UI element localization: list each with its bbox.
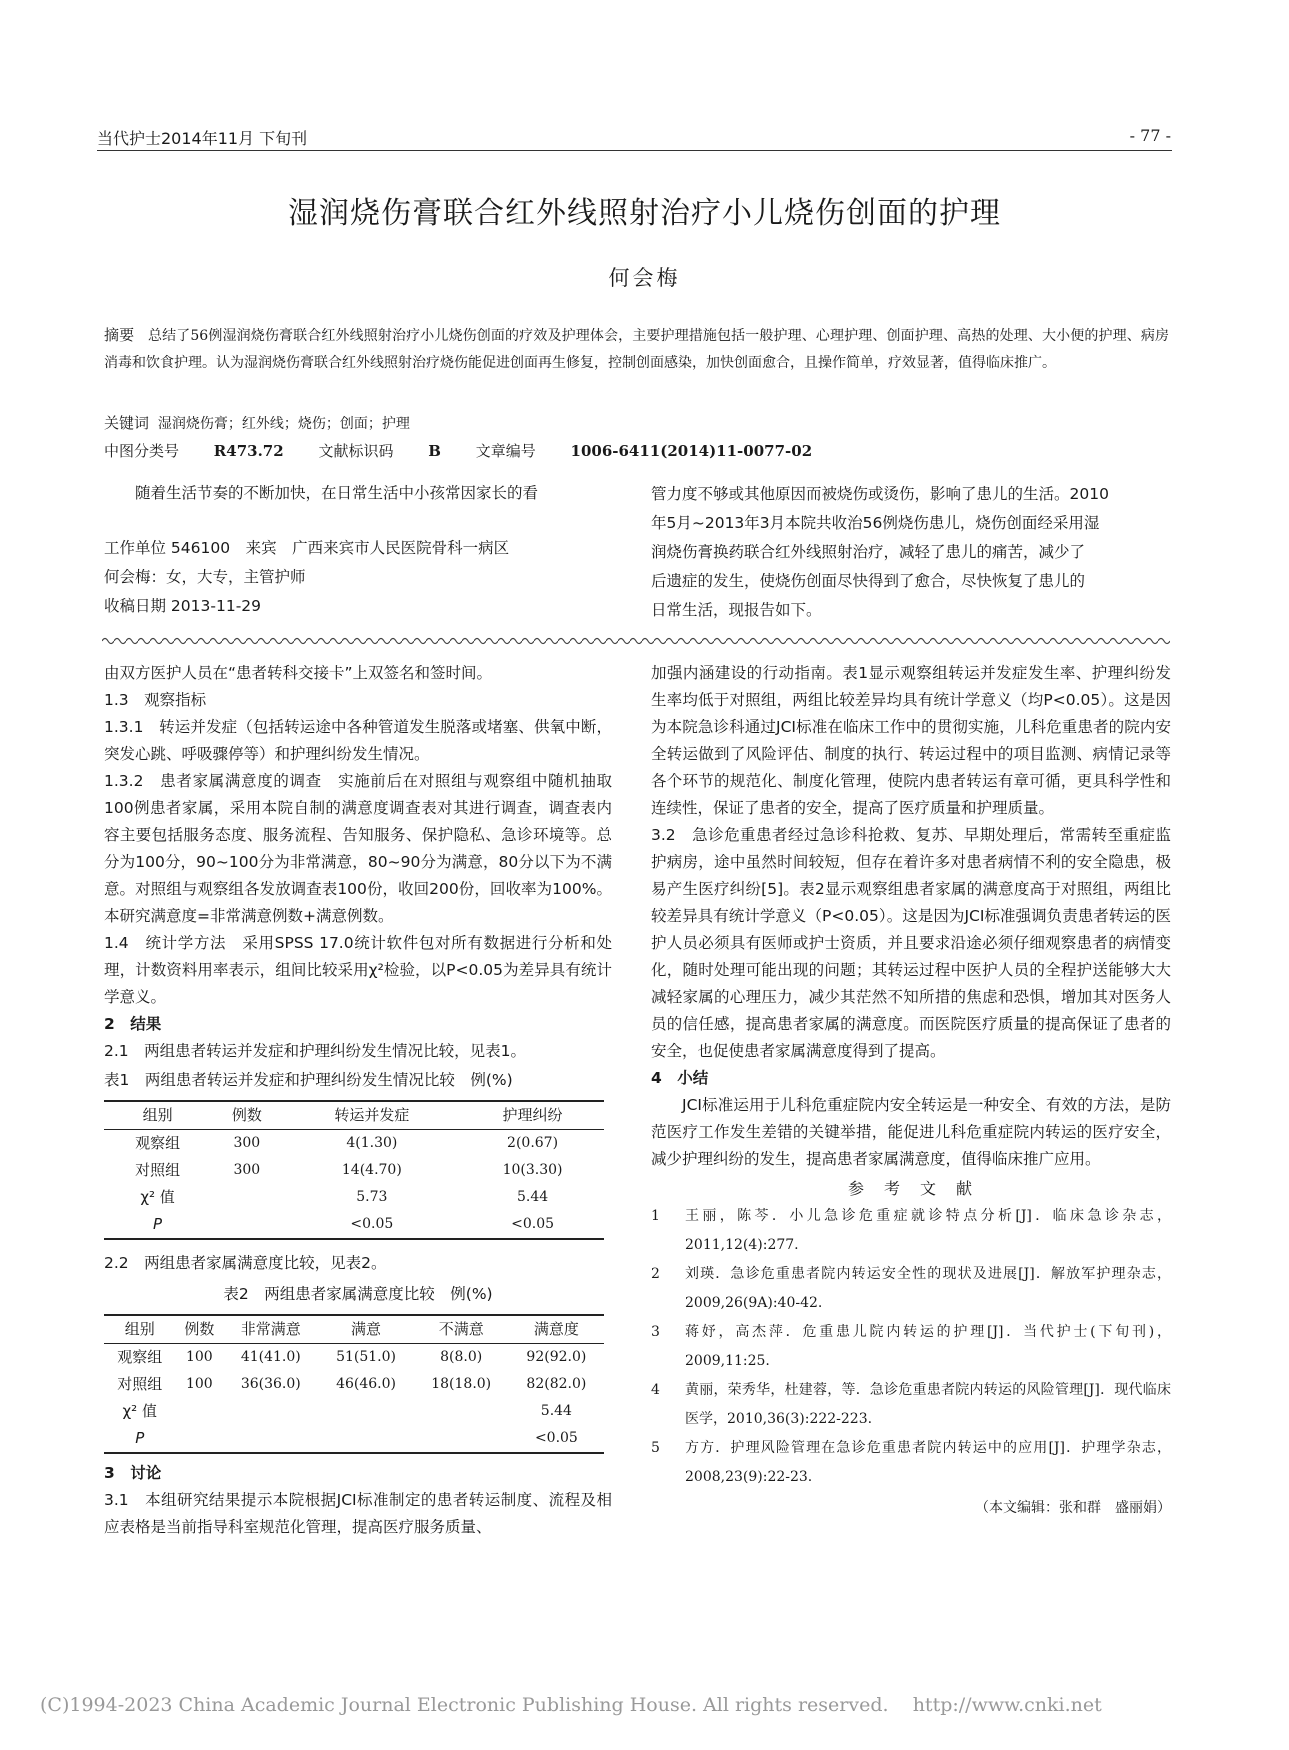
table-cell: 36(36.0)	[240, 1376, 301, 1392]
table-cell: 82(82.0)	[526, 1376, 587, 1392]
abstract-label: 摘要	[104, 326, 135, 344]
table1	[104, 1100, 604, 1240]
table-cell	[175, 1425, 223, 1453]
clc-value: R473.72	[213, 442, 284, 460]
header-rule	[97, 150, 1172, 151]
left-column	[104, 660, 612, 1541]
table2	[104, 1314, 604, 1454]
table-cell: 5.73	[356, 1189, 388, 1205]
table-cell: <0.05	[509, 1425, 604, 1453]
right-column	[651, 660, 1171, 1523]
table-cell: χ² 值	[140, 1188, 175, 1206]
table-header: 组别	[104, 1101, 211, 1130]
table-row	[104, 1157, 604, 1184]
journal-header: 当代护士2014年11月 下旬刊	[97, 129, 308, 148]
reference-text: 方方．护理风险管理在急诊危重患者院内转运中的应用[J]．护理学杂志，2008,23(9):22-23.	[685, 1440, 1171, 1485]
table-header: 组别	[104, 1315, 175, 1344]
table-row	[104, 1344, 604, 1372]
table-cell: 18(18.0)	[431, 1376, 492, 1392]
paragraph: 3.2 急诊危重患者经过急诊科抢救、复苏、早期处理后，常需转至重症监护病房，途中虽然时间较短，但存在着许多对患者病情不利的安全隐患，极易产生医疗纠纷[5]。表2显示观察组患者家属的满意度高于对照组，两组比较差异具有统计学意义（P<0.05）。这是因为JCI标准强调负责患者转运的医护人员必须具有医师或护士资质，并且要求沿途必须仔细观察患者的病情变化，随时处理可能出现的问题；其转运过程中医护人员的全程护送能够大大减轻家属的心理压力，减少其茫然不知所措的焦虑和恐惧，增加其对医务人员的信任感，提高患者家属的满意度。而医院医疗质量的提高保证了患者的安全，也促使患者家属满意度得到了提高。	[651, 826, 1171, 1060]
reference-item	[651, 1260, 1171, 1318]
paragraph: 2.1 两组患者转运并发症和护理纠纷发生情况比较，见表1。	[104, 1042, 527, 1060]
intro-left	[104, 480, 612, 507]
author-info	[104, 534, 612, 621]
intro-paragraph: 随着生活节奏的不断加快，在日常生活中小孩常因家长的看	[135, 484, 539, 502]
wave-divider	[102, 634, 1170, 648]
doc-code	[318, 442, 440, 460]
clc	[104, 442, 284, 460]
table-cell: 5.44	[540, 1403, 572, 1419]
table2-caption: 表2 两组患者家属满意度比较 例(%)	[223, 1285, 493, 1303]
reference-text: 黄丽，荣秀华，杜建蓉，等．急诊危重患者院内转运的风险管理[J]．现代临床医学，2010,36(3):222-223.	[685, 1382, 1171, 1427]
table-cell	[211, 1211, 282, 1239]
table-cell	[414, 1398, 509, 1425]
reference-text: 蒋妤，高杰萍．危重患儿院内转运的护理[J]．当代护士(下旬刊)，2009,11:25.	[685, 1324, 1171, 1369]
table-row	[104, 1211, 604, 1239]
intro-line: 年5月~2013年3月本院共收治56例烧伤患儿，烧伤创面经采用湿	[651, 514, 1100, 532]
table-header: 护理纠纷	[461, 1101, 604, 1130]
section-heading: 3 讨论	[104, 1464, 162, 1482]
reference-text: 王丽，陈芩．小儿急诊危重症就诊特点分析[J]．临床急诊杂志，2011,12(4):277.	[685, 1208, 1171, 1253]
table-header: 满意度	[509, 1315, 604, 1344]
table-cell: 8(8.0)	[440, 1349, 483, 1365]
table-cell: 观察组	[117, 1348, 163, 1366]
table-cell: 5.44	[516, 1189, 549, 1205]
table-row	[104, 1184, 604, 1211]
paragraph: 加强内涵建设的行动指南。表1显示观察组转运并发症发生率、护理纠纷发生率均低于对照组，两组比较差异均具有统计学意义（均P<0.05）。这是因为本院急诊科通过JCI标准在临床工作中的贯彻实施，儿科危重患者的院内安全转运做到了风险评估、制度的执行、转运过程中的项目监测、病情记录等各个环节的规范化、制度化管理，使院内患者转运有章可循，更具科学性和连续性，保证了患者的安全，提高了医疗质量和护理质量。	[651, 664, 1171, 817]
reference-number: 3	[651, 1324, 660, 1340]
reference-item	[651, 1376, 1171, 1434]
table-cell: P	[104, 1425, 175, 1453]
table-cell: χ² 值	[122, 1402, 157, 1420]
table-cell: <0.05	[283, 1211, 462, 1239]
paragraph: 1.4 统计学方法 采用SPSS 17.0统计软件包对所有数据进行分析和处理，计数资料用率表示，组间比较采用χ²检验，以P<0.05为差异具有统计学意义。	[104, 934, 612, 1006]
table-cell: 41(41.0)	[240, 1349, 301, 1365]
intro-line: 日常生活，现报告如下。	[651, 601, 822, 619]
table-cell: 92(92.0)	[526, 1349, 587, 1365]
affiliation-line: 工作单位 546100 来宾 广西来宾市人民医院骨科一病区	[104, 539, 510, 557]
section-heading: 2 结果	[104, 1015, 162, 1033]
doc-code-value: B	[428, 442, 441, 460]
table-header: 例数	[175, 1315, 223, 1344]
table-cell: 2(0.67)	[507, 1135, 559, 1151]
keywords	[104, 412, 410, 433]
article-no-value: 1006-6411(2014)11-0077-02	[570, 442, 813, 460]
intro-line: 润烧伤膏换药联合红外线照射治疗，减轻了患儿的痛苦，减少了	[651, 543, 1086, 561]
abstract	[104, 322, 1169, 377]
page-number: - 77 -	[1129, 126, 1171, 145]
table-cell	[223, 1425, 318, 1453]
paragraph: JCI标准运用于儿科危重症院内安全转运是一种安全、有效的方法，是防范医疗工作发生差错的关键举措，能促进儿科危重症院内转运的医疗安全，减少护理纠纷的发生，提高患者家属满意度，值得临床推广应用。	[651, 1096, 1171, 1168]
table-cell: 10(3.30)	[502, 1162, 563, 1178]
table-cell: 300	[233, 1162, 261, 1178]
table-cell	[318, 1398, 413, 1425]
reference-item	[651, 1202, 1171, 1260]
table-cell	[223, 1398, 318, 1425]
reference-number: 5	[651, 1440, 660, 1456]
author-line: 何会梅：女，大专，主管护师	[104, 568, 306, 586]
reference-item	[651, 1434, 1171, 1492]
intro-right	[651, 480, 1171, 625]
reference-text: 刘瑛．急诊危重患者院内转运安全性的现状及进展[J]．解放军护理杂志，2009,26(9A):40-42.	[685, 1266, 1171, 1311]
table-header: 例数	[211, 1101, 282, 1130]
paragraph: 1.3.1 转运并发症（包括转运途中各种管道发生脱落或堵塞、供氧中断，突发心跳、呼吸骤停等）和护理纠纷发生情况。	[104, 718, 612, 763]
table-header: 非常满意	[223, 1315, 318, 1344]
table-row	[104, 1130, 604, 1158]
references-title: 参 考 文 献	[847, 1179, 974, 1198]
reference-number: 2	[651, 1266, 660, 1282]
section-heading: 4 小结	[651, 1069, 709, 1087]
table-row	[104, 1371, 604, 1398]
article-no-label: 文章编号	[475, 442, 536, 460]
paragraph: 3.1 本组研究结果提示本院根据JCI标准制定的患者转运制度、流程及相应表格是当前指导科室规范化管理，提高医疗服务质量、	[104, 1491, 612, 1536]
table-cell	[175, 1398, 223, 1425]
table-cell: 100	[185, 1349, 213, 1365]
table-cell: 100	[185, 1376, 213, 1392]
paragraph: 2.2 两组患者家属满意度比较，见表2。	[104, 1254, 387, 1272]
table-cell: 14(4.70)	[341, 1162, 402, 1178]
clc-label: 中图分类号	[104, 442, 180, 460]
table-cell	[211, 1184, 282, 1211]
table-cell: P	[104, 1211, 211, 1239]
copyright-footer: (C)1994-2023 China Academic Journal Electronic Publishing House. All rights reserved. http://www.cnki.net	[40, 1694, 1102, 1716]
intro-line: 后遗症的发生，使烧伤创面尽快得到了愈合，尽快恢复了患儿的	[651, 572, 1086, 590]
table-cell: 46(46.0)	[336, 1376, 396, 1392]
editor-note: （本文编辑：张和群 盛丽娟）	[975, 1500, 1171, 1516]
table-cell: 观察组	[135, 1134, 181, 1152]
classification-line	[104, 440, 842, 461]
article-number	[476, 442, 812, 460]
table-header: 转运并发症	[283, 1101, 462, 1130]
table-row	[104, 1398, 604, 1425]
table-header: 不满意	[414, 1315, 509, 1344]
table1-caption: 表1 两组患者转运并发症和护理纠纷发生情况比较 例(%)	[104, 1071, 513, 1089]
article-author: 何会梅	[608, 266, 681, 290]
keywords-label: 关键词	[104, 414, 150, 432]
reference-number: 4	[651, 1382, 660, 1398]
table-cell: 对照组	[135, 1161, 181, 1179]
section-heading: 1.3 观察指标	[104, 691, 207, 709]
article-title: 湿润烧伤膏联合红外线照射治疗小儿烧伤创面的护理	[288, 196, 1001, 231]
received-date: 收稿日期 2013-11-29	[104, 597, 262, 615]
doc-code-label: 文献标识码	[318, 442, 394, 460]
table-cell	[414, 1425, 509, 1453]
table-cell: 4(1.30)	[346, 1135, 398, 1151]
reference-list	[651, 1202, 1171, 1492]
reference-number: 1	[651, 1208, 660, 1224]
table-header: 满意	[318, 1315, 413, 1344]
paragraph: 由双方医护人员在“患者转科交接卡”上双签名和签时间。	[104, 664, 493, 682]
paragraph: 1.3.2 患者家属满意度的调查 实施前后在对照组与观察组中随机抽取100例患者家属，采用本院自制的满意度调查表对其进行调查，调查表内容主要包括服务态度、服务流程、告知服务、保护隐私、急诊环境等。总分为100分，90~100分为非常满意，80~90分为满意，80分以下为不满意。对照组与观察组各发放调查表100份，收回200份，回收率为100%。本研究满意度=非常满意例数+满意例数。	[104, 772, 612, 925]
table-cell: 51(51.0)	[336, 1349, 396, 1365]
table-cell: <0.05	[461, 1211, 604, 1239]
keywords-text: 湿润烧伤膏；红外线；烧伤；创面；护理	[157, 416, 410, 432]
abstract-text: 总结了56例湿润烧伤膏联合红外线照射治疗小儿烧伤创面的疗效及护理体会，主要护理措施包括一般护理、心理护理、创面护理、高热的处理、大小便的护理、病房消毒和饮食护理。认为湿润烧伤膏联合红外线照射治疗烧伤能促进创面再生修复，控制创面感染，加快创面愈合，且操作简单，疗效显著，值得临床推广。	[104, 328, 1169, 371]
table-cell	[318, 1425, 413, 1453]
table-cell: 300	[233, 1135, 261, 1151]
table-cell: 对照组	[117, 1375, 163, 1393]
intro-line: 管力度不够或其他原因而被烧伤或烫伤，影响了患儿的生活。2010	[651, 485, 1109, 503]
reference-item	[651, 1318, 1171, 1376]
table-row	[104, 1425, 604, 1453]
